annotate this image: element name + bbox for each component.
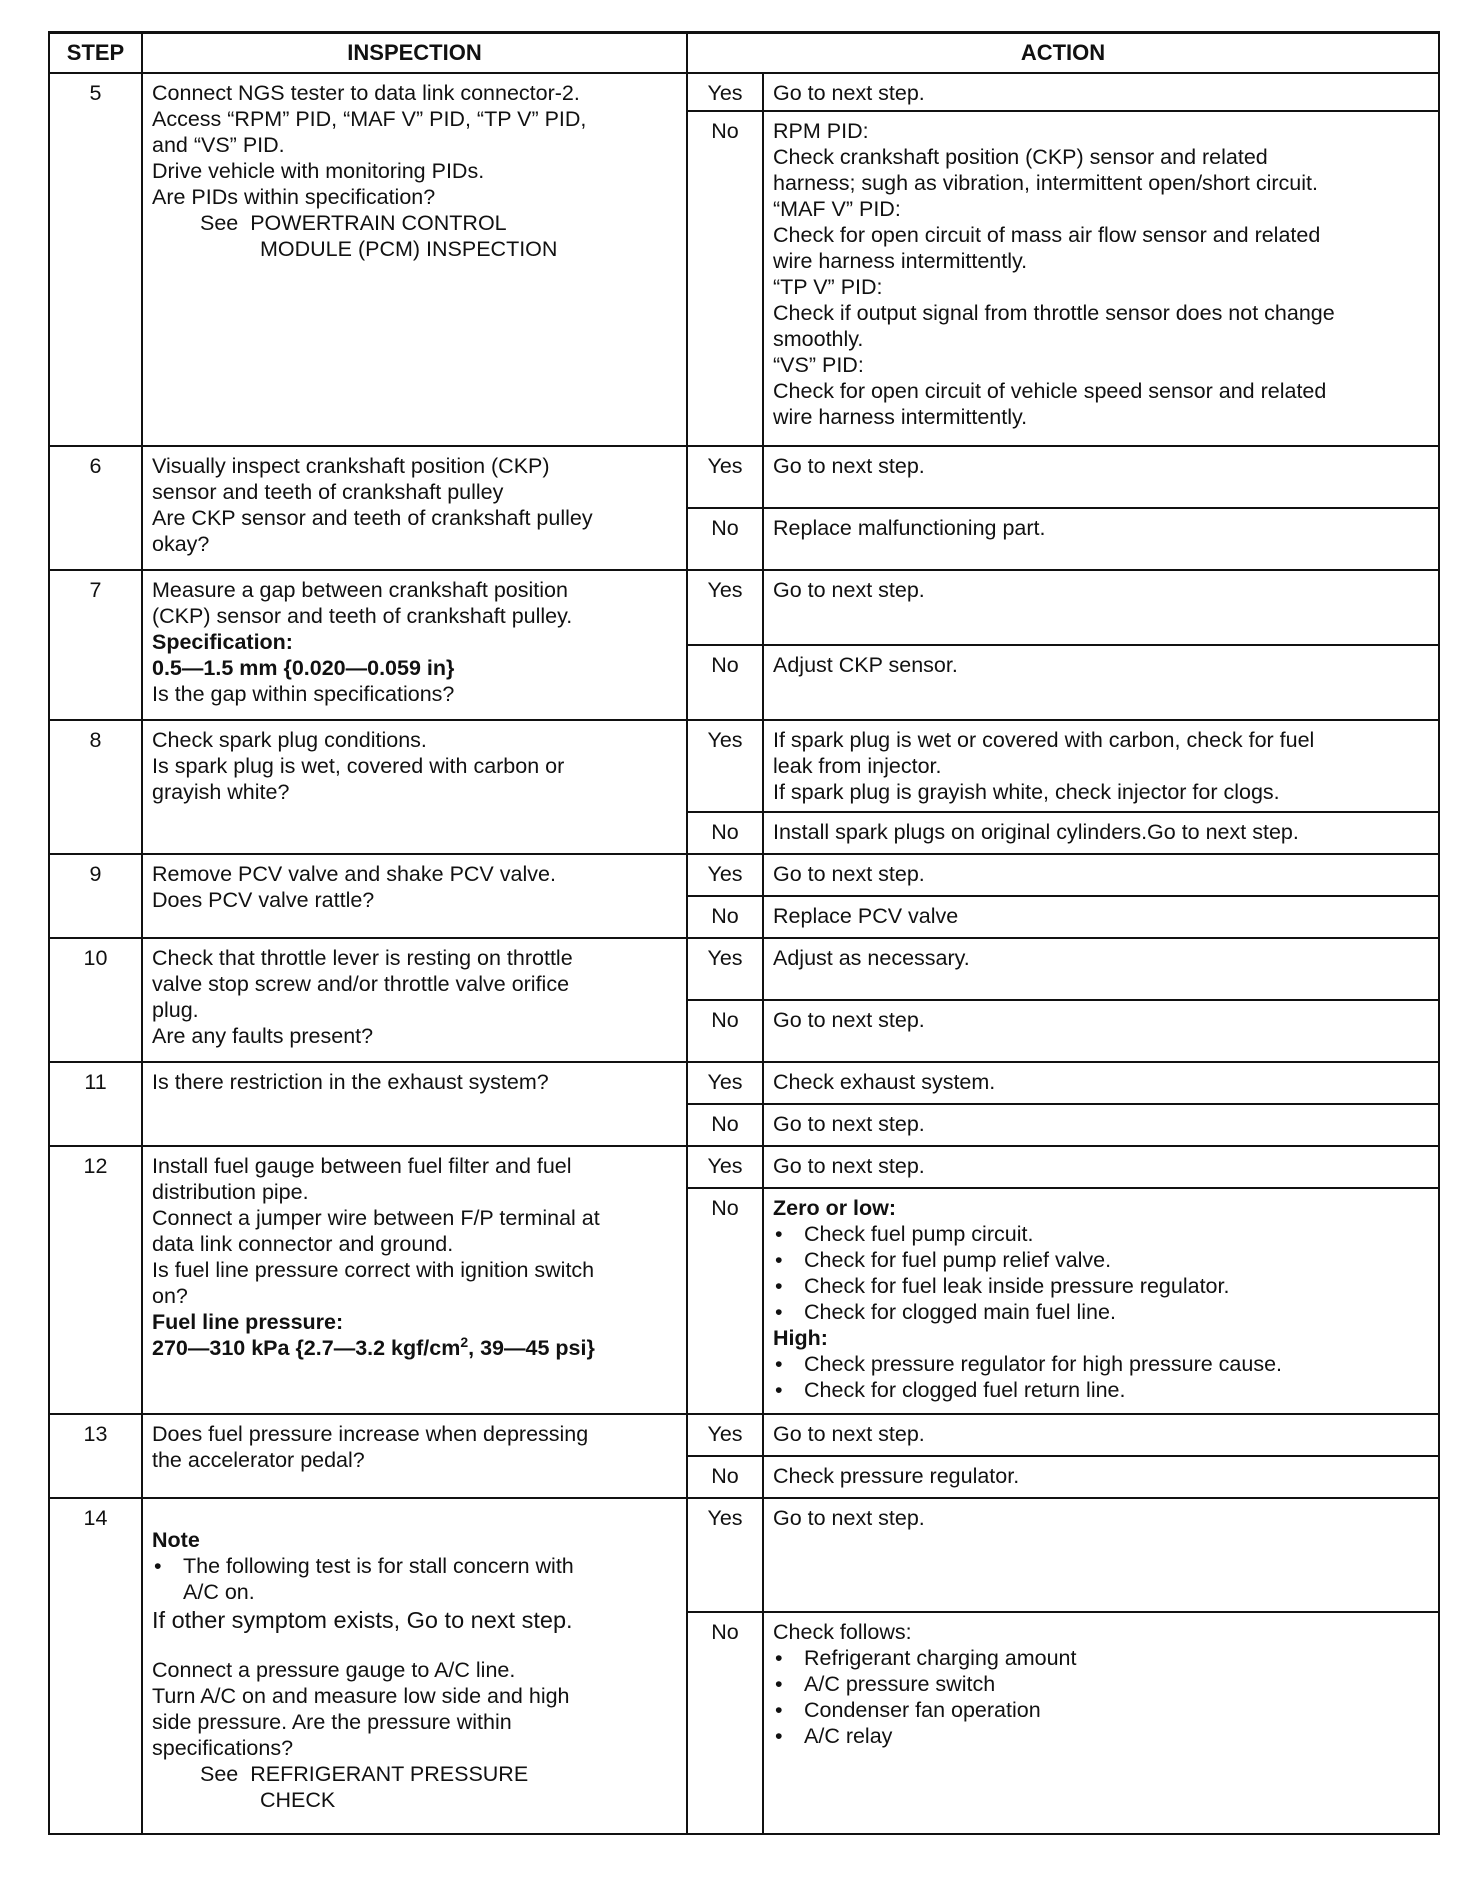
spec-value-part: , 39—45 psi} <box>468 1336 595 1360</box>
bullet-item: • Check for fuel leak inside pressure regulator. <box>773 1273 1429 1299</box>
inspection-line: Are any faults present? <box>152 1024 374 1048</box>
inspection-line: distribution pipe. <box>152 1180 309 1204</box>
spec-value <box>152 1335 677 1361</box>
inspection-line: grayish white? <box>152 780 290 804</box>
header-row <box>49 33 1439 74</box>
action-line: Check if output signal from throttle sensor does not change <box>773 301 1335 325</box>
step-12-yes-row <box>49 1146 1439 1188</box>
inspection-line: Remove PCV valve and shake PCV valve. <box>152 862 556 886</box>
see-prefix: See <box>200 211 239 235</box>
inspection-cell <box>142 446 687 570</box>
inspection-cell <box>142 1498 687 1834</box>
step-number: 10 <box>49 938 142 1062</box>
step-number: 11 <box>49 1062 142 1146</box>
spec-label: Specification: <box>152 630 293 654</box>
inspection-line: Visually inspect crankshaft position (CKP) <box>152 454 550 478</box>
step-number: 5 <box>49 73 142 446</box>
no-label: No <box>687 1000 763 1062</box>
yes-label: Yes <box>687 720 763 812</box>
inspection-line: Is fuel line pressure correct with ignition switch <box>152 1258 595 1282</box>
inspection-line: Check that throttle lever is resting on throttle <box>152 946 573 970</box>
bullet-item: • Check fuel pump circuit. <box>773 1221 1429 1247</box>
step-6-yes-row <box>49 446 1439 508</box>
step-number: 9 <box>49 854 142 938</box>
inspection-line: valve stop screw and/or throttle valve orifice <box>152 972 570 996</box>
no-action: Adjust CKP sensor. <box>763 645 1439 720</box>
bullet-item: • Check pressure regulator for high pressure cause. <box>773 1351 1429 1377</box>
zero-low-label: Zero or low: <box>773 1196 897 1220</box>
inspection-question: Is the gap within specifications? <box>152 682 455 706</box>
step-number: 14 <box>49 1498 142 1834</box>
see-ref-line: POWERTRAIN CONTROL <box>250 211 507 235</box>
step-5-yes-row <box>49 73 1439 111</box>
no-label: No <box>687 896 763 938</box>
inspection-cell <box>142 720 687 854</box>
action-line: leak from injector. <box>773 754 942 778</box>
yes-action: Go to next step. <box>763 1146 1439 1188</box>
see-ref-line: CHECK <box>260 1788 336 1812</box>
step-7-yes-row <box>49 570 1439 645</box>
no-action <box>763 111 1439 446</box>
high-label: High: <box>773 1326 828 1350</box>
yes-action: Go to next step. <box>763 73 1439 111</box>
bullet-item: • A/C relay <box>773 1723 1429 1749</box>
step-13-yes-row <box>49 1414 1439 1456</box>
step-number: 7 <box>49 570 142 720</box>
diagnostic-table <box>48 31 1440 1835</box>
inspection-line: Connect NGS tester to data link connector-2. <box>152 81 580 105</box>
inspection-line: specifications? <box>152 1736 294 1760</box>
action-line: “TP V” PID: <box>773 275 883 299</box>
inspection-cell <box>142 570 687 720</box>
see-ref-line: REFRIGERANT PRESSURE <box>250 1762 529 1786</box>
spec-value: 0.5—1.5 mm {0.020—0.059 in} <box>152 656 455 680</box>
spec-label: Fuel line pressure: <box>152 1310 344 1334</box>
action-line: Check crankshaft position (CKP) sensor and related <box>773 145 1268 169</box>
spacer <box>152 1505 677 1527</box>
no-label: No <box>687 1612 763 1834</box>
step-number: 6 <box>49 446 142 570</box>
bullet-item: • Refrigerant charging amount <box>773 1645 1429 1671</box>
spacer <box>152 1635 677 1657</box>
inspection-cell <box>142 1062 687 1146</box>
yes-action: Adjust as necessary. <box>763 938 1439 1000</box>
inspection-cell <box>142 854 687 938</box>
header-step: STEP <box>49 33 142 74</box>
inspection-line: Is there restriction in the exhaust system? <box>152 1070 549 1094</box>
action-line: Check for open circuit of vehicle speed sensor and related <box>773 379 1327 403</box>
bullet-item: • Check for clogged main fuel line. <box>773 1299 1429 1325</box>
no-action <box>763 1612 1439 1834</box>
yes-action: Go to next step. <box>763 446 1439 508</box>
check-follows-label: Check follows: <box>773 1620 912 1644</box>
header-action: ACTION <box>687 33 1439 74</box>
yes-label: Yes <box>687 1062 763 1104</box>
no-label: No <box>687 1188 763 1414</box>
no-label: No <box>687 1104 763 1146</box>
bullet-item: • Check for clogged fuel return line. <box>773 1377 1429 1403</box>
step-10-yes-row <box>49 938 1439 1000</box>
header-inspection: INSPECTION <box>142 33 687 74</box>
yes-label: Yes <box>687 1146 763 1188</box>
no-action: Replace malfunctioning part. <box>763 508 1439 570</box>
inspection-line: Check spark plug conditions. <box>152 728 427 752</box>
note-item: • The following test is for stall concern with <box>152 1553 677 1579</box>
action-line: wire harness intermittently. <box>773 405 1028 429</box>
step-11-yes-row <box>49 1062 1439 1104</box>
no-label: No <box>687 1456 763 1498</box>
inspection-line: data link connector and ground. <box>152 1232 454 1256</box>
yes-label: Yes <box>687 1498 763 1612</box>
yes-label: Yes <box>687 854 763 896</box>
no-action <box>763 1188 1439 1414</box>
step-14-yes-row <box>49 1498 1439 1612</box>
no-action: Install spark plugs on original cylinders.Go to next step. <box>763 812 1439 854</box>
inspection-line: the accelerator pedal? <box>152 1448 365 1472</box>
inspection-line: Connect a pressure gauge to A/C line. <box>152 1658 516 1682</box>
no-action: Check pressure regulator. <box>763 1456 1439 1498</box>
inspection-line: Are CKP sensor and teeth of crankshaft pulley <box>152 506 593 530</box>
spec-superscript: 2 <box>460 1333 469 1350</box>
yes-action: Go to next step. <box>763 570 1439 645</box>
bullet-item: • Condenser fan operation <box>773 1697 1429 1723</box>
action-line: smoothly. <box>773 327 864 351</box>
note-item-continued: A/C on. <box>183 1580 255 1604</box>
inspection-line: Are PIDs within specification? <box>152 185 436 209</box>
step-9-yes-row <box>49 854 1439 896</box>
inspection-line: okay? <box>152 532 210 556</box>
action-line: “MAF V” PID: <box>773 197 901 221</box>
inspection-cell <box>142 938 687 1062</box>
spec-value-part: 270—310 kPa {2.7—3.2 kgf/cm <box>152 1336 461 1360</box>
action-line: If spark plug is grayish white, check injector for clogs. <box>773 780 1280 804</box>
step-number: 12 <box>49 1146 142 1414</box>
inspection-line: (CKP) sensor and teeth of crankshaft pulley. <box>152 604 573 628</box>
no-label: No <box>687 812 763 854</box>
inspection-line: Does fuel pressure increase when depressing <box>152 1422 589 1446</box>
inspection-line: Install fuel gauge between fuel filter and fuel <box>152 1154 572 1178</box>
step-8-yes-row <box>49 720 1439 812</box>
action-line: If spark plug is wet or covered with carbon, check for fuel <box>773 728 1315 752</box>
inspection-line: Connect a jumper wire between F/P terminal at <box>152 1206 600 1230</box>
yes-label: Yes <box>687 1414 763 1456</box>
no-action: Replace PCV valve <box>763 896 1439 938</box>
no-action: Go to next step. <box>763 1104 1439 1146</box>
inspection-cell <box>142 1414 687 1498</box>
no-action: Go to next step. <box>763 1000 1439 1062</box>
see-prefix: See <box>200 1762 239 1786</box>
yes-action: Check exhaust system. <box>763 1062 1439 1104</box>
inspection-cell <box>142 73 687 446</box>
yes-action: Go to next step. <box>763 1498 1439 1612</box>
yes-label: Yes <box>687 570 763 645</box>
inspection-line: sensor and teeth of crankshaft pulley <box>152 480 504 504</box>
inspection-cell <box>142 1146 687 1414</box>
step-number: 13 <box>49 1414 142 1498</box>
action-line: RPM PID: <box>773 119 869 143</box>
yes-label: Yes <box>687 73 763 111</box>
yes-action: Go to next step. <box>763 854 1439 896</box>
action-line: Check for open circuit of mass air flow sensor and related <box>773 223 1321 247</box>
inspection-line: plug. <box>152 998 199 1022</box>
see-ref-line: MODULE (PCM) INSPECTION <box>260 237 558 261</box>
yes-action <box>763 720 1439 812</box>
no-label: No <box>687 508 763 570</box>
note-label: Note <box>152 1528 200 1552</box>
inspection-line: Is spark plug is wet, covered with carbon or <box>152 754 565 778</box>
inspection-line: Measure a gap between crankshaft position <box>152 578 568 602</box>
see-reference <box>152 1761 677 1787</box>
step-number: 8 <box>49 720 142 854</box>
inspection-line: Drive vehicle with monitoring PIDs. <box>152 159 485 183</box>
no-label: No <box>687 645 763 720</box>
other-symptom-line: If other symptom exists, Go to next step. <box>152 1607 573 1633</box>
yes-label: Yes <box>687 938 763 1000</box>
inspection-line: Does PCV valve rattle? <box>152 888 375 912</box>
yes-label: Yes <box>687 446 763 508</box>
action-line: harness; sugh as vibration, intermittent open/short circuit. <box>773 171 1318 195</box>
inspection-line: Access “RPM” PID, “MAF V” PID, “TP V” PID, <box>152 107 587 131</box>
bullet-item: • Check for fuel pump relief valve. <box>773 1247 1429 1273</box>
see-reference <box>152 210 677 236</box>
inspection-line: Turn A/C on and measure low side and high <box>152 1684 570 1708</box>
inspection-line: side pressure. Are the pressure within <box>152 1710 512 1734</box>
yes-action: Go to next step. <box>763 1414 1439 1456</box>
bullet-item: • A/C pressure switch <box>773 1671 1429 1697</box>
inspection-line: and “VS” PID. <box>152 133 285 157</box>
action-line: “VS” PID: <box>773 353 864 377</box>
no-label: No <box>687 111 763 446</box>
action-line: wire harness intermittently. <box>773 249 1028 273</box>
inspection-line: on? <box>152 1284 188 1308</box>
